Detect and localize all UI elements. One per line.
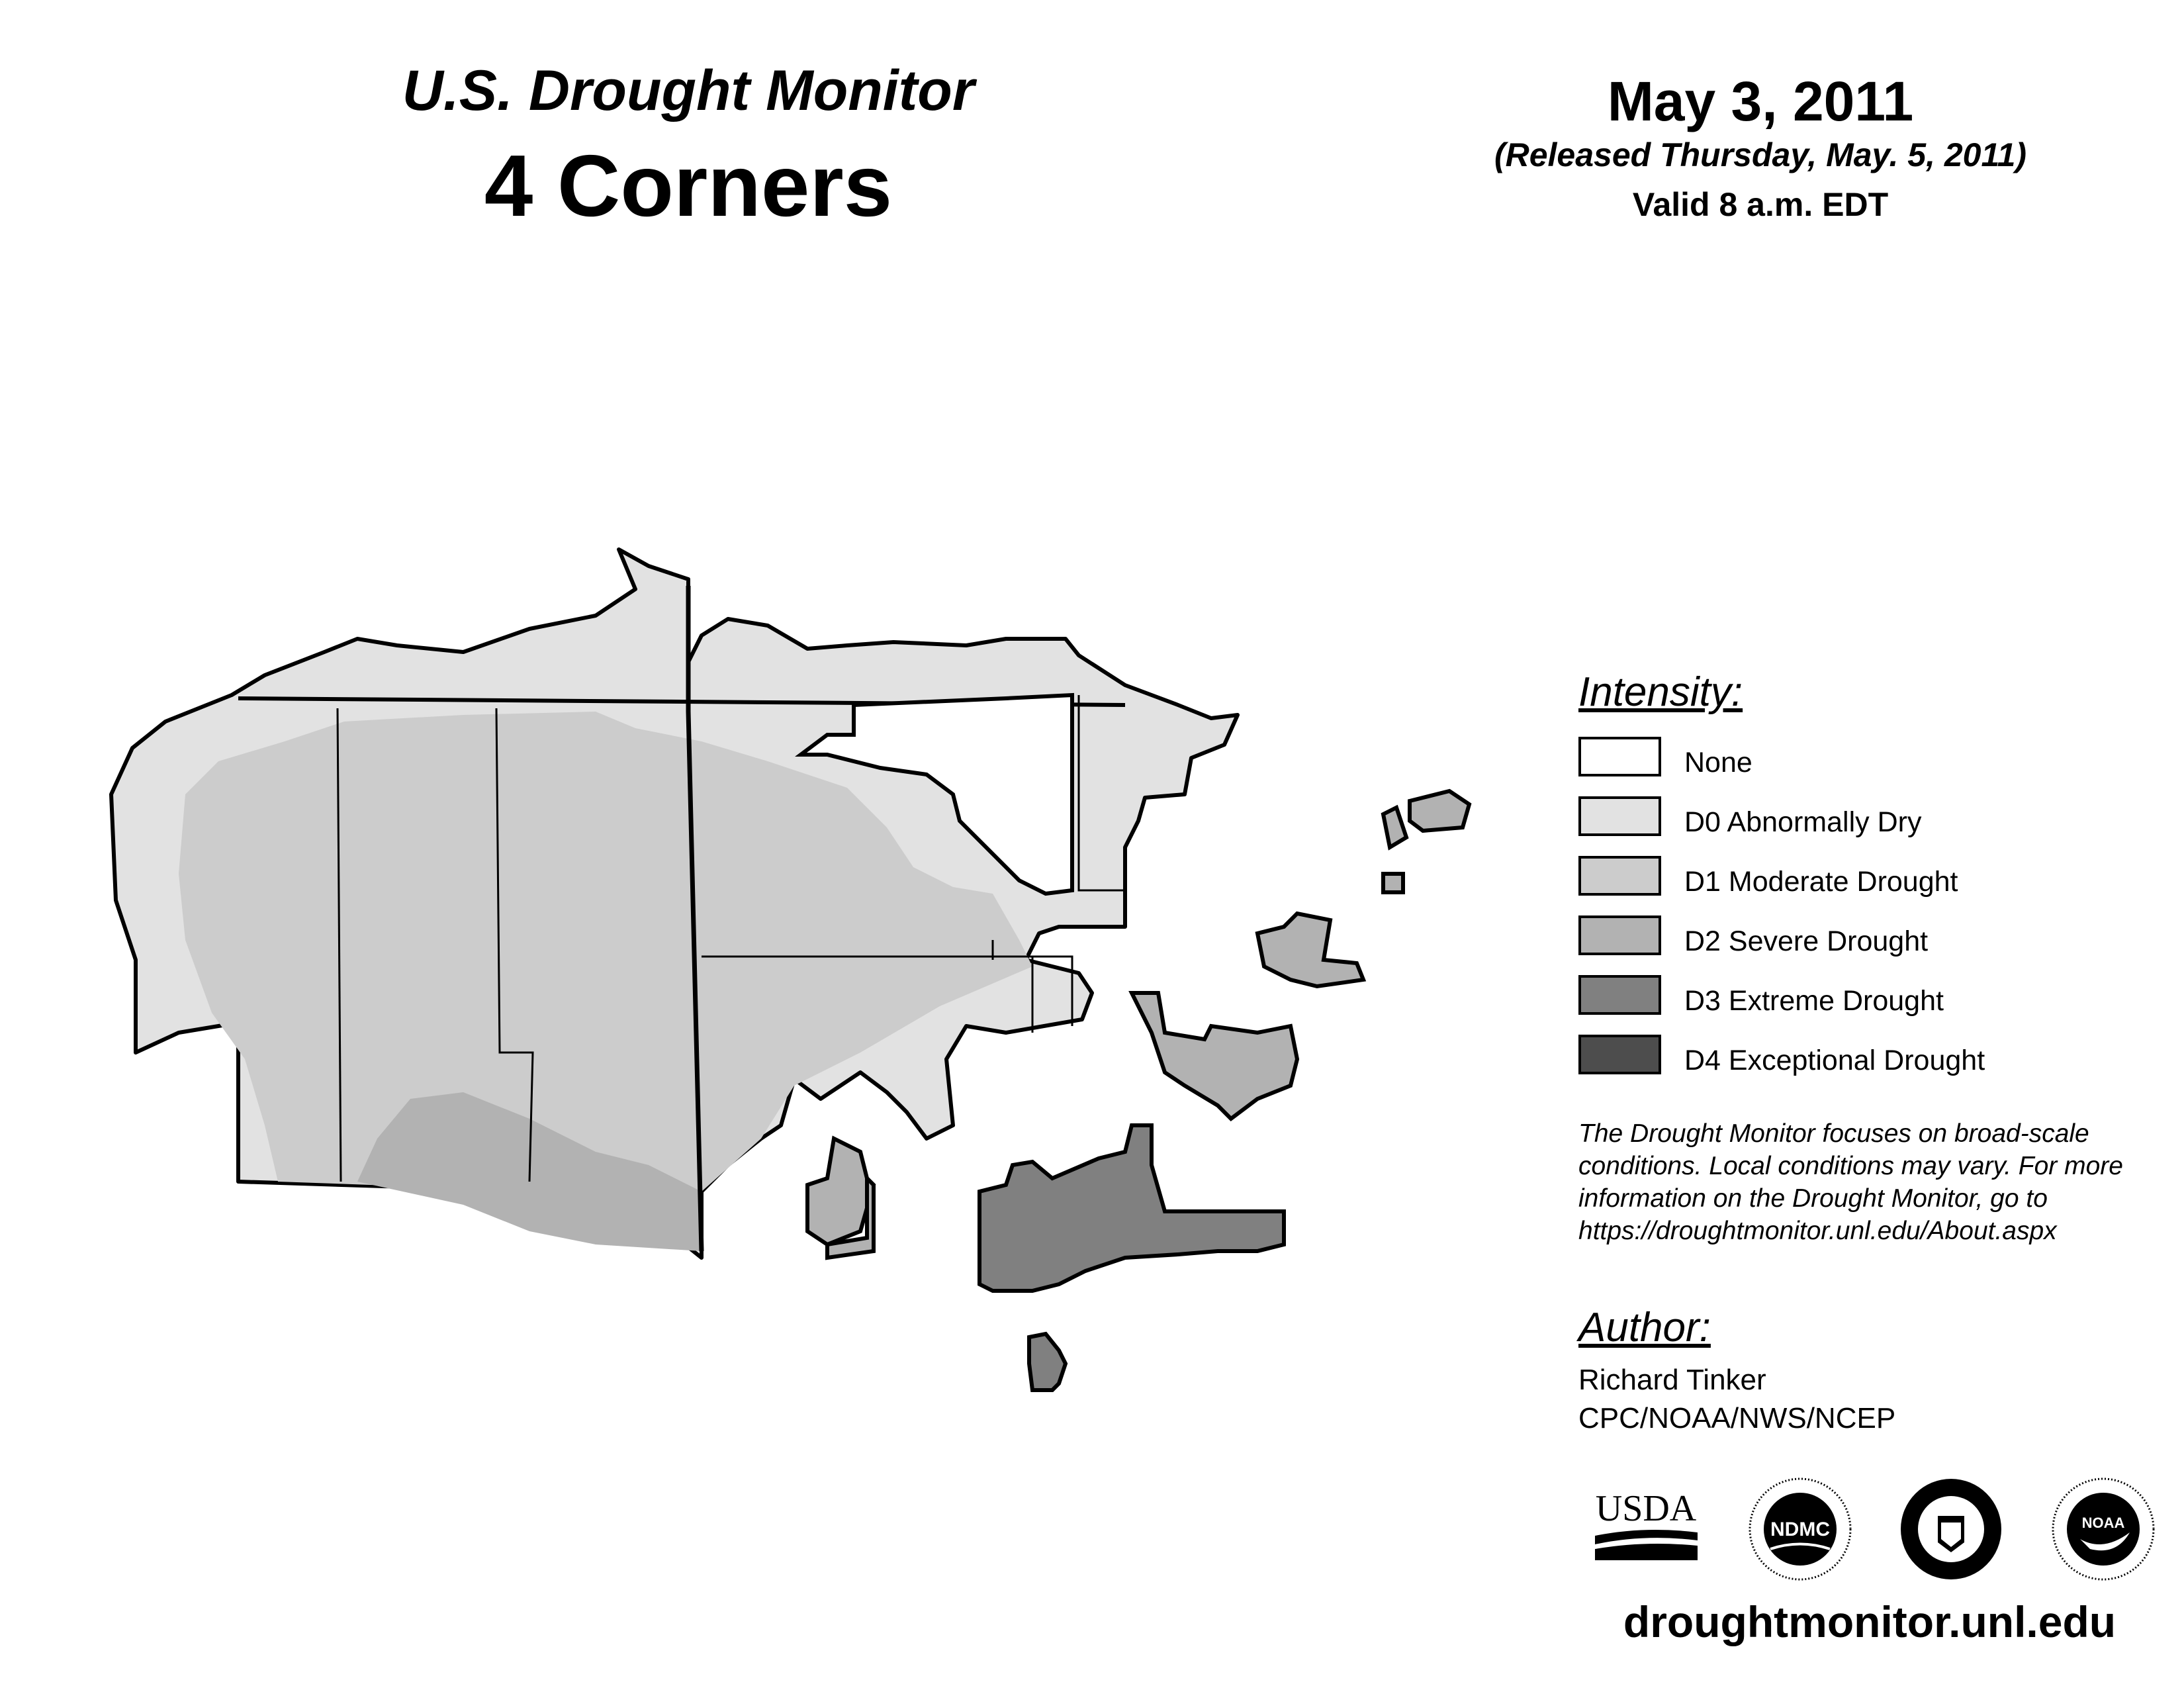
legend-label-d4: D4 Exceptional Drought [1684, 1045, 1985, 1076]
d2-patch-south [807, 1139, 874, 1244]
legend-heading: Intensity: [1578, 669, 1743, 715]
region-title: 4 Corners [484, 137, 893, 234]
legend-swatch-d0 [1578, 796, 1661, 836]
usda-logo-text: USDA [1595, 1488, 1697, 1529]
author-heading: Author: [1578, 1305, 1711, 1350]
legend-label-none: None [1684, 747, 1752, 778]
legend-swatch-d2 [1578, 915, 1661, 955]
d2-patch-east-5 [1383, 874, 1403, 892]
legend-label-d0: D0 Abnormally Dry [1684, 806, 1922, 838]
noaa-logo-text: NOAA [2081, 1515, 2125, 1531]
d2-patch-east-1 [1132, 993, 1297, 1119]
legend-label-d3: D3 Extreme Drought [1684, 985, 1944, 1017]
commerce-seal-logo [1898, 1476, 2004, 1582]
legend-swatch-d3 [1578, 975, 1661, 1015]
valid-time: Valid 8 a.m. EDT [1632, 186, 1889, 223]
map-date: May 3, 2011 [1607, 70, 1914, 132]
usda-logo [1592, 1486, 1701, 1566]
release-date: (Released Thursday, May. 5, 2011) [1494, 136, 2027, 173]
author-org: CPC/NOAA/NWS/NCEP [1578, 1402, 1896, 1434]
d3-patch-south [1029, 1334, 1066, 1390]
region-d3-area [979, 1125, 1284, 1291]
d2-patch-east-4 [1383, 808, 1406, 847]
ndmc-logo [1747, 1476, 1853, 1582]
legend-label-d2: D2 Severe Drought [1684, 925, 1929, 957]
d2-patch-east-3 [1410, 791, 1469, 831]
legend-swatch-d4 [1578, 1035, 1661, 1074]
noaa-logo [2050, 1476, 2156, 1582]
d2-patch-east-2 [1257, 914, 1363, 986]
site-url[interactable]: droughtmonitor.unl.edu [1623, 1597, 2116, 1646]
ndmc-logo-text: NDMC [1770, 1519, 1830, 1540]
legend-swatch-d1 [1578, 856, 1661, 896]
legend-label-d1: D1 Moderate Drought [1684, 866, 1958, 898]
legend-swatch-none [1578, 737, 1661, 776]
disclaimer-note: The Drought Monitor focuses on broad-scale conditions. Local conditions may vary. For more information on the Drought Monitor, go to https://droughtmonitor.unl.edu/About.aspx [1578, 1119, 2123, 1245]
map-title: U.S. Drought Monitor [402, 59, 975, 122]
author-name: Richard Tinker [1578, 1364, 1766, 1396]
